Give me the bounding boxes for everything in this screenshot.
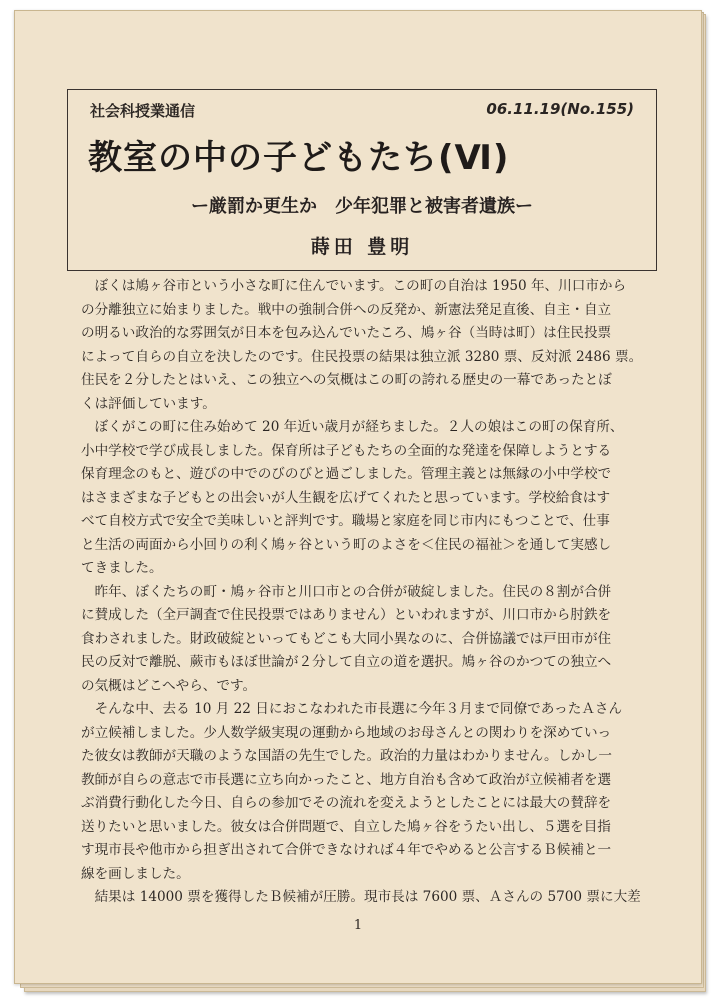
- newsletter-series: 社会科授業通信: [90, 102, 196, 120]
- body-line: べて自校方式で安全で美味しいと評判です。職場と家庭を同じ市内にもつことで、仕事: [81, 513, 610, 529]
- body-line: に賛成した（全戸調査で住民投票ではありません）といわれますが、川口市から肘鉄を: [81, 607, 612, 623]
- masthead-box: [67, 89, 657, 271]
- body-line: 住民を２分したとはいえ、この独立への気概はこの町の誇れる歴史の一幕であったとぼ: [81, 372, 612, 388]
- body-line: によって自らの自立を決したのです。住民投票の結果は独立派 3280 票、反対派 2486 票。: [81, 348, 643, 365]
- body-line: ぼくがこの町に住み始めて 20 年近い歳月が経ちました。２人の娘はこの町の保育所、: [81, 419, 624, 435]
- body-line: はさまざまな子どもとの出会いが人生観を広げてくれたと思っています。学校給食はす: [81, 489, 611, 506]
- page-title: 教室の中の子どもたち(Ⅵ): [88, 138, 510, 178]
- body-line: 食わされました。財政破綻といってもどこも大同小異なのに、合併協議では戸田市が住: [81, 630, 612, 647]
- body-line: 結果は 14000 票を獲得したＢ候補が圧勝。現市長は 7600 票、Ａさんの 5700 票に大差: [81, 889, 641, 905]
- body-line: が立候補しました。少人数学級実現の運動から地域のお母さんとの関わりを深めていっ: [81, 724, 612, 741]
- body-line: ぼくは鳩ヶ谷市という小さな町に住んでいます。この町の自治は 1950 年、川口市から: [81, 278, 627, 294]
- body-line: の気概はどこへやら、です。: [81, 677, 257, 694]
- body-line: くは評価しています。: [81, 395, 216, 412]
- body-line: てきました。: [81, 560, 163, 576]
- body-line: の明るい政治的な雰囲気が日本を包み込んでいたころ、鳩ヶ谷（当時は町）は住民投票: [81, 325, 612, 341]
- author-name: 蒔田 豊明: [310, 236, 414, 258]
- page-subtitle: ー厳罰か更生か 少年犯罪と被害者遺族ー: [191, 196, 533, 217]
- body-line: 送りたいと思いました。彼女は合併問題で、自立した鳩ヶ谷をうたい出し、５選を目指: [81, 818, 611, 835]
- body-line: ぶ消費行動化した今日、自らの参加でその流れを変えようとしたことには最大の賛辞を: [81, 795, 612, 811]
- body-line: た彼女は教師が天職のような国語の先生でした。政治的力量はわかりません。しかし一: [81, 748, 612, 764]
- body-line: の分離独立に始まりました。戦中の強制合併への反発か、新憲法発足直後、自主・自立: [81, 301, 612, 318]
- page-number: 1: [353, 918, 363, 933]
- body-line: す現市長や他市から担ぎ出されて合併できなければ４年でやめると公言するＢ候補と一: [81, 842, 612, 858]
- newsletter-page: [14, 10, 702, 984]
- body-line: 保育理念のもと、遊びの中でのびのびと過ごしました。管理主義とは無縁の小中学校で: [81, 466, 612, 482]
- body-line: 教師が自らの意志で市長選に立ち向かったこと、地方自治も含めて政治が立候補者を選: [81, 771, 612, 788]
- body-line: 小中学校で学び成長しました。保育所は子どもたちの全面的な発達を保障しようとする: [81, 442, 612, 459]
- issue-date-number: 06.11.19(No.155): [486, 100, 634, 118]
- body-line: そんな中、去る 10 月 22 日におこなわれた市長選に今年３月まで同僚であったＡさん: [81, 701, 623, 717]
- body-line: と生活の両面から小回りの利く鳩ヶ谷という町のよさを＜住民の福祉＞を通して実感し: [81, 536, 612, 553]
- body-line: 昨年、ぼくたちの町・鳩ヶ谷市と川口市との合併が破綻しました。住民の８割が合併: [81, 583, 612, 600]
- body-line: 線を画しました。: [81, 865, 190, 882]
- article-body: [81, 275, 651, 910]
- body-line: 民の反対で離脱、蕨市もほぼ世論が２分して自立の道を選択。鳩ヶ谷のかつての独立へ: [81, 654, 612, 670]
